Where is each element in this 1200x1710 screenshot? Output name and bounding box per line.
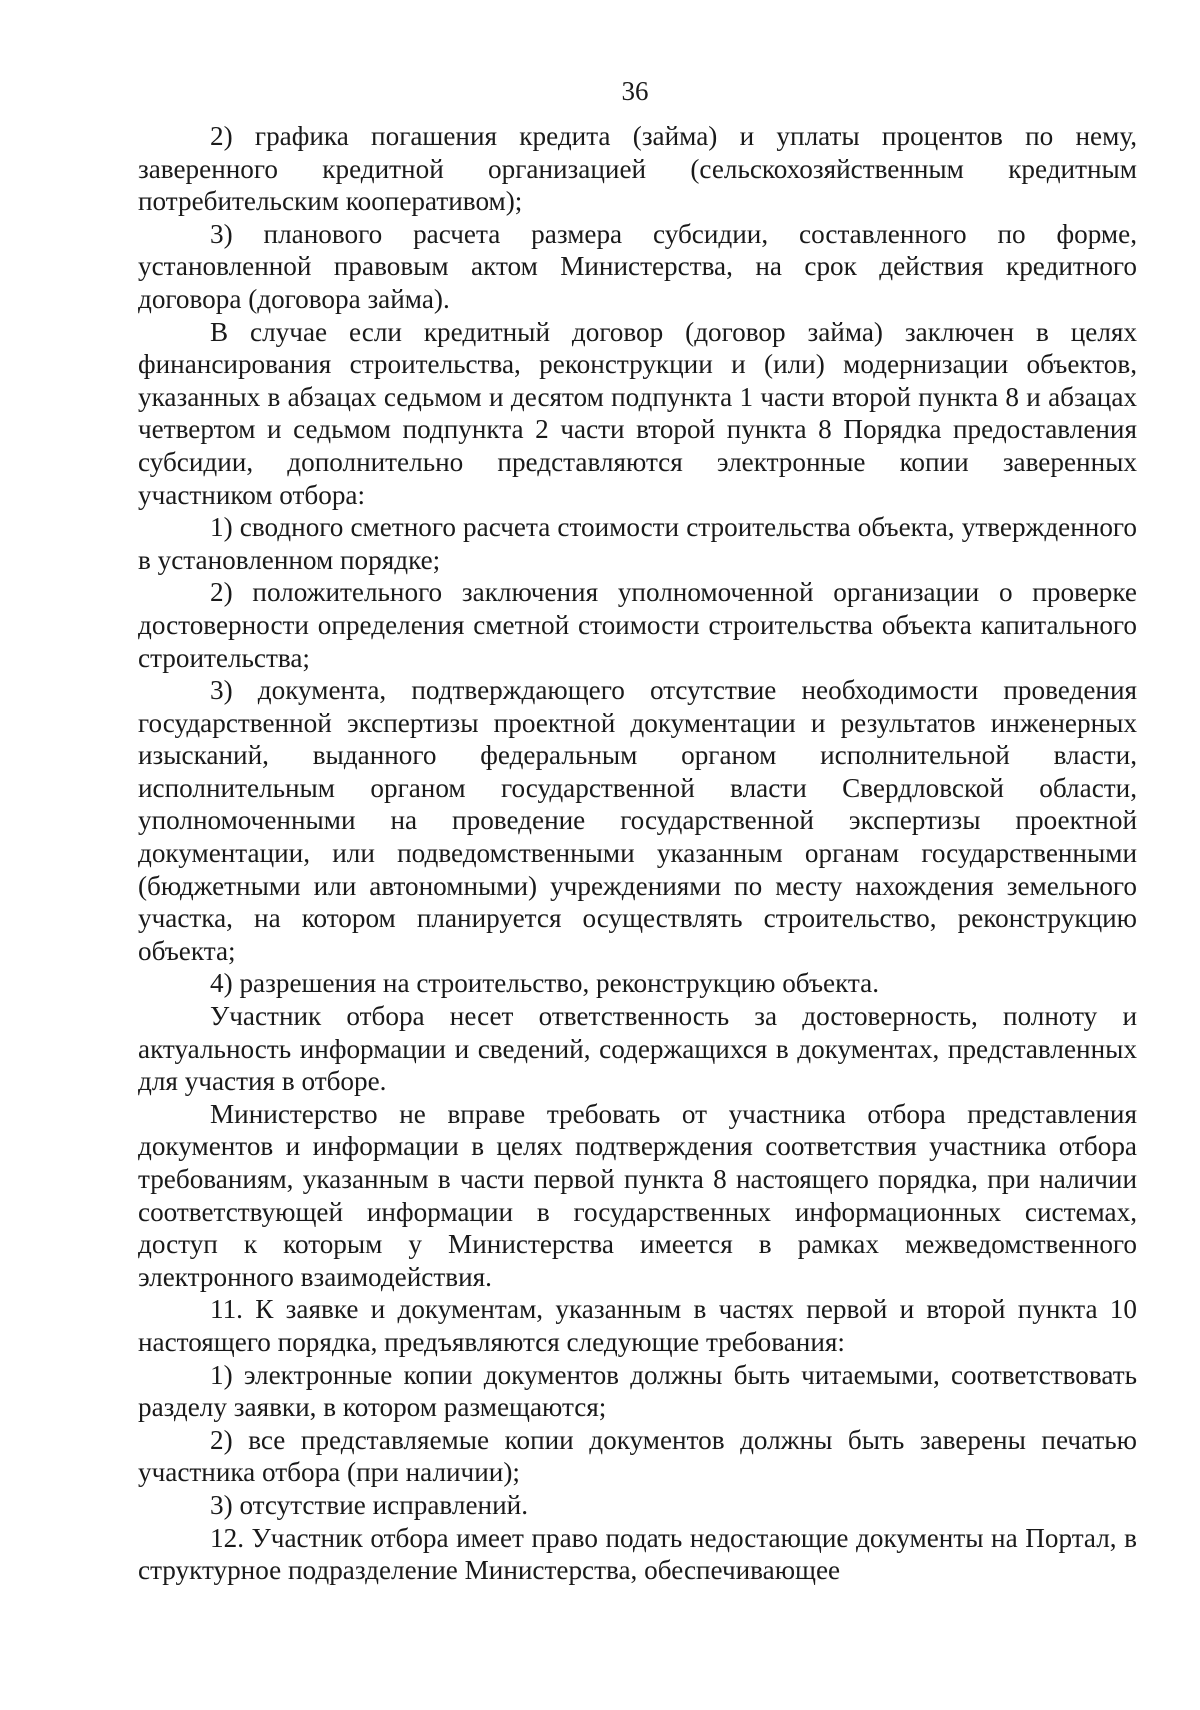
paragraph-participant-responsibility: Участник отбора несет ответственность за достоверность, полноту и актуальность информации и сведений, содержащихся в документах, представленных для участия в отборе.: [138, 1001, 1137, 1097]
paragraph-req-3-no-corrections: 3) отсутствие исправлений.: [210, 1489, 528, 1520]
paragraph-item-3-expertise: 3) документа, подтверждающего отсутствие необходимости проведения государственной экспертизы проектной документации и результатов инженерных изысканий, выданного федеральным органом исполнительной власти, исполнительным органом государственной власти Свердловской области, уполномоченными на проведение государственной экспертизы проектной документации, или подведомственными указанным органам государственными (бюджетными или автономными) учреждениями по месту нахождения земельного участка, на котором планируется осуществлять строительство, реконструкцию объекта;: [138, 675, 1137, 966]
paragraph-item-4-permit: 4) разрешения на строительство, реконструкцию объекта.: [210, 968, 880, 999]
paragraph-req-1-readable: 1) электронные копии документов должны быть читаемыми, соответствовать разделу заявки, в котором размещаются;: [138, 1359, 1137, 1423]
page-number: 36: [621, 76, 649, 106]
paragraph-ministry-restriction: Министерство не вправе требовать от участника отбора представления документов и информации в целях подтверждения соответствия участника отбора требованиям, указанным в части первой пункта 8 настоящего порядка, при наличии соответствующей информации в государственных информационных системах, доступ к которым у Министерства имеется в рамках межведомственного электронного взаимодействия.: [138, 1098, 1137, 1292]
paragraph-item-2-conclusion: 2) положительного заключения уполномоченной организации о проверке достоверности определения сметной стоимости строительства объекта капитального строительства;: [138, 577, 1137, 673]
paragraph-item-3-subsidy-calc: 3) планового расчета размера субсидии, составленного по форме, установленной правовым актом Министерства, на срок действия кредитного договора (договора займа).: [138, 218, 1137, 314]
paragraph-item-2-schedule: 2) графика погашения кредита (займа) и уплаты процентов по нему, заверенного кредитной организацией (сельскохозяйственным кредитным потребительским кооперативом);: [138, 121, 1137, 217]
paragraph-section-12: 12. Участник отбора имеет право подать недостающие документы на Портал, в структурное подразделение Министерства, обеспечивающее: [138, 1522, 1137, 1586]
document-body: [138, 120, 1137, 1587]
paragraph-construction-case: В случае если кредитный договор (договор займа) заключен в целях финансирования строительства, реконструкции и (или) модернизации объектов, указанных в абзацах седьмом и десятом подпункта 1 части второй пункта 8 и абзацах четвертом и седьмом подпункта 2 части второй пункта 8 Порядка предоставления субсидии, дополнительно представляются электронные копии заверенных участником отбора:: [138, 316, 1137, 510]
paragraph-section-11: 11. К заявке и документам, указанным в частях первой и второй пункта 10 настоящего порядка, предъявляются следующие требования:: [138, 1294, 1137, 1357]
paragraph-req-2-seal: 2) все представляемые копии документов должны быть заверены печатью участника отбора (при наличии);: [138, 1424, 1137, 1488]
paragraph-item-1-estimate: 1) сводного сметного расчета стоимости строительства объекта, утвержденного в установленном порядке;: [138, 512, 1137, 575]
